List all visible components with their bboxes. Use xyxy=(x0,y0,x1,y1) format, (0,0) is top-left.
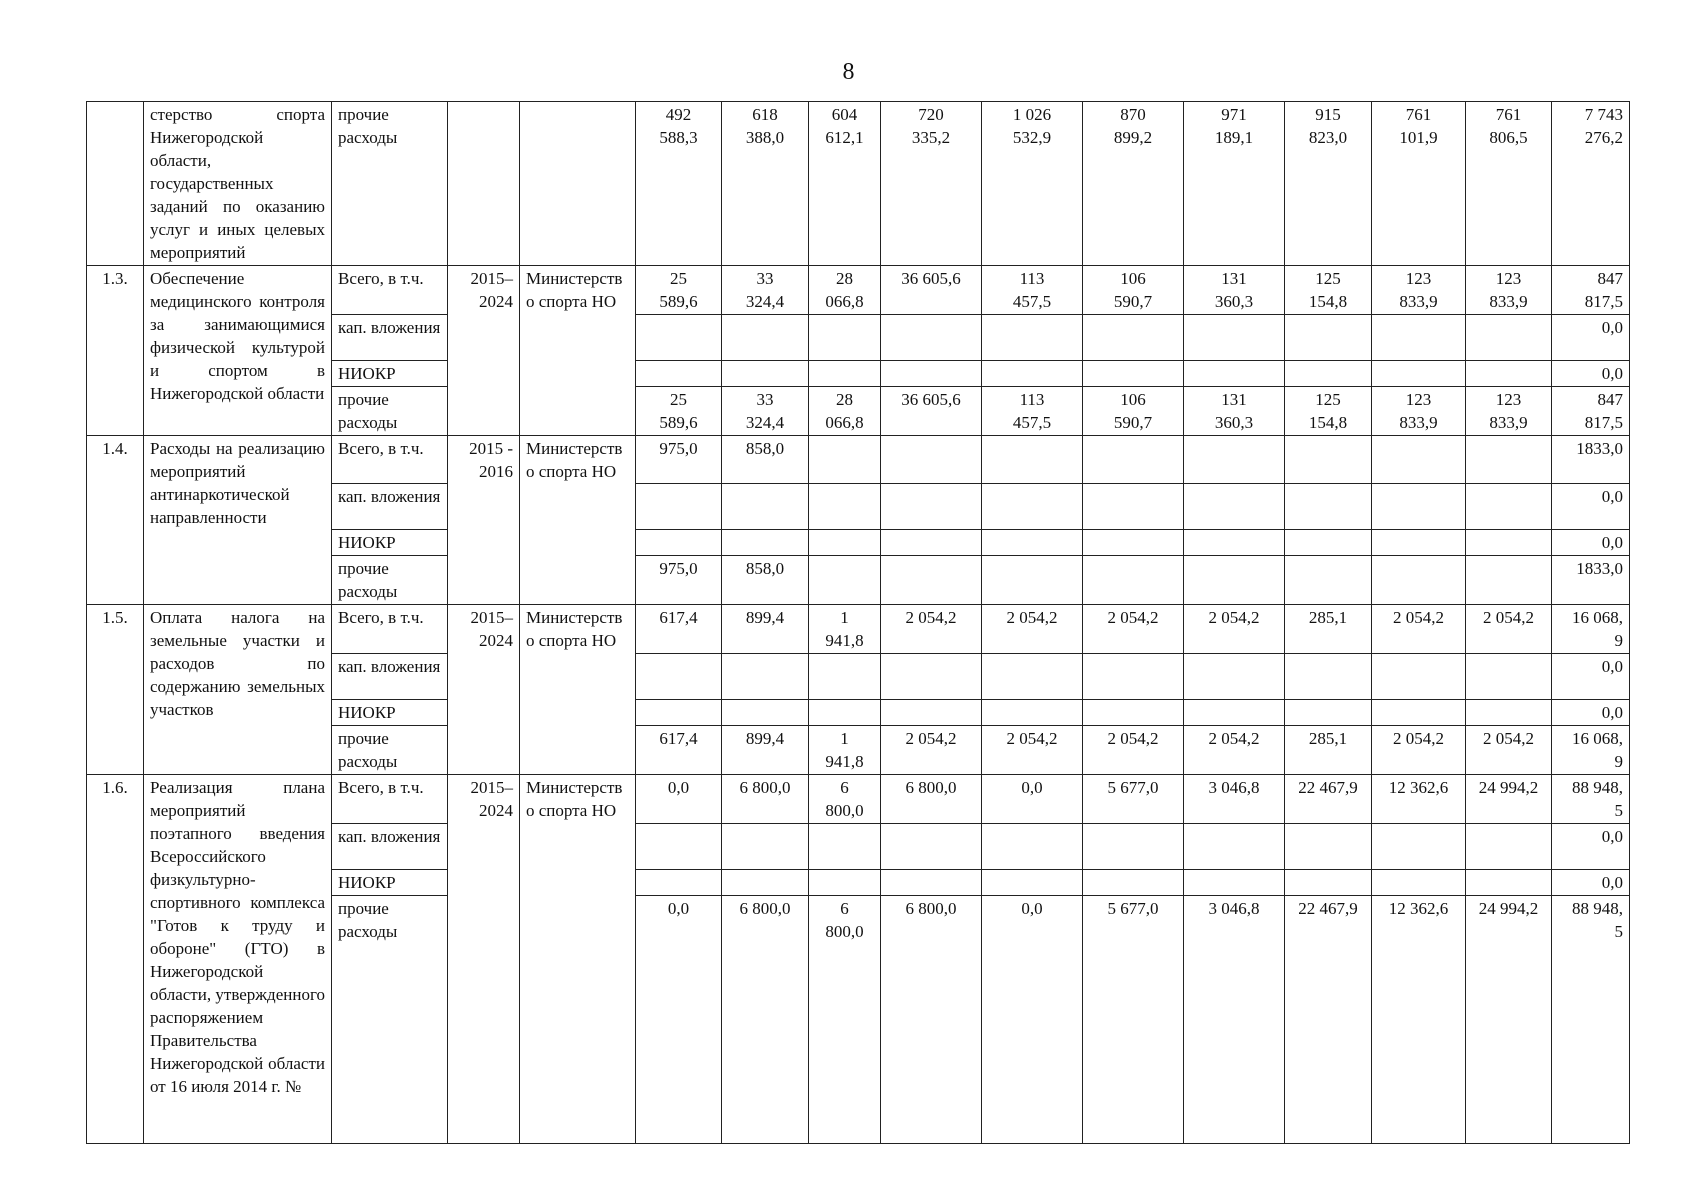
value-cell: 761 101,9 xyxy=(1372,102,1466,266)
item-name-cell: Обеспечение медицинского контроля за занимающимися физической культурой и спортом в Нижегородской области xyxy=(144,266,332,436)
value-cell xyxy=(1372,436,1466,484)
item-name-cell: Реализация плана мероприятий поэтапного введения Всероссийского физкультурно-спортивного комплекса "Готов к труду и обороне" (ГТО) в Нижегородской области, утвержденного распоряжением Правительства Нижегородской области от 16 июля 2014 г. № xyxy=(144,775,332,1144)
value-cell xyxy=(982,361,1083,387)
total-cell: 0,0 xyxy=(1552,484,1630,530)
value-cell xyxy=(1466,700,1552,726)
org-cell xyxy=(520,102,636,266)
table-row xyxy=(87,266,1630,315)
row-number-cell: 1.3. xyxy=(87,266,144,436)
value-cell: 492 588,3 xyxy=(636,102,722,266)
value-cell: 617,4 xyxy=(636,726,722,775)
value-cell xyxy=(722,700,809,726)
value-cell xyxy=(1184,361,1285,387)
value-cell xyxy=(1466,824,1552,870)
total-cell: 88 948, 5 xyxy=(1552,896,1630,1144)
expense-type-cell: Всего, в т.ч. xyxy=(332,775,448,824)
value-cell xyxy=(1184,700,1285,726)
table-row xyxy=(87,436,1630,484)
value-cell: 3 046,8 xyxy=(1184,896,1285,1144)
value-cell xyxy=(1466,654,1552,700)
value-cell xyxy=(1466,361,1552,387)
value-cell: 2 054,2 xyxy=(881,605,982,654)
total-cell: 7 743 276,2 xyxy=(1552,102,1630,266)
value-cell: 2 054,2 xyxy=(1372,605,1466,654)
value-cell: 1 941,8 xyxy=(809,605,881,654)
value-cell: 36 605,6 xyxy=(881,387,982,436)
expense-type-cell: Всего, в т.ч. xyxy=(332,605,448,654)
total-cell: 1833,0 xyxy=(1552,436,1630,484)
value-cell: 33 324,4 xyxy=(722,266,809,315)
value-cell xyxy=(636,700,722,726)
value-cell xyxy=(722,824,809,870)
value-cell: 604 612,1 xyxy=(809,102,881,266)
value-cell xyxy=(809,361,881,387)
value-cell xyxy=(881,700,982,726)
expense-type-cell: прочие расходы xyxy=(332,556,448,605)
value-cell: 617,4 xyxy=(636,605,722,654)
total-cell: 0,0 xyxy=(1552,824,1630,870)
value-cell: 899,4 xyxy=(722,726,809,775)
value-cell xyxy=(1285,654,1372,700)
value-cell xyxy=(636,870,722,896)
value-cell xyxy=(881,824,982,870)
value-cell xyxy=(1372,315,1466,361)
period-cell: 2015–2024 xyxy=(448,775,520,1144)
expense-type-cell: кап. вложения xyxy=(332,315,448,361)
value-cell xyxy=(636,361,722,387)
value-cell xyxy=(809,530,881,556)
value-cell: 106 590,7 xyxy=(1083,387,1184,436)
expense-type-cell: прочие расходы xyxy=(332,387,448,436)
org-cell: Министерство спорта НО xyxy=(520,775,636,1144)
org-cell: Министерство спорта НО xyxy=(520,605,636,775)
value-cell xyxy=(1372,556,1466,605)
value-cell xyxy=(1083,870,1184,896)
value-cell: 899,4 xyxy=(722,605,809,654)
value-cell: 12 362,6 xyxy=(1372,896,1466,1144)
value-cell xyxy=(636,654,722,700)
total-cell: 1833,0 xyxy=(1552,556,1630,605)
value-cell xyxy=(982,436,1083,484)
value-cell xyxy=(1184,315,1285,361)
value-cell: 131 360,3 xyxy=(1184,387,1285,436)
value-cell xyxy=(1285,484,1372,530)
value-cell xyxy=(809,700,881,726)
expense-type-cell: НИОКР xyxy=(332,361,448,387)
value-cell xyxy=(809,870,881,896)
value-cell xyxy=(1184,654,1285,700)
value-cell xyxy=(1372,530,1466,556)
value-cell xyxy=(881,556,982,605)
value-cell: 28 066,8 xyxy=(809,266,881,315)
value-cell xyxy=(1083,556,1184,605)
total-cell: 0,0 xyxy=(1552,315,1630,361)
value-cell: 6 800,0 xyxy=(722,775,809,824)
value-cell xyxy=(636,824,722,870)
value-cell xyxy=(722,484,809,530)
value-cell xyxy=(1083,484,1184,530)
value-cell: 123 833,9 xyxy=(1372,266,1466,315)
value-cell xyxy=(722,530,809,556)
value-cell xyxy=(1466,870,1552,896)
item-name-cell: Расходы на реализацию мероприятий антинаркотической направленности xyxy=(144,436,332,605)
value-cell xyxy=(809,654,881,700)
expense-type-cell: прочие расходы xyxy=(332,896,448,1144)
org-cell: Министерство спорта НО xyxy=(520,436,636,605)
expense-type-cell: Всего, в т.ч. xyxy=(332,436,448,484)
value-cell: 36 605,6 xyxy=(881,266,982,315)
value-cell: 123 833,9 xyxy=(1372,387,1466,436)
value-cell xyxy=(1466,556,1552,605)
table-row xyxy=(87,102,1630,266)
value-cell xyxy=(1083,700,1184,726)
value-cell xyxy=(636,484,722,530)
value-cell: 28 066,8 xyxy=(809,387,881,436)
value-cell xyxy=(809,824,881,870)
value-cell: 24 994,2 xyxy=(1466,775,1552,824)
value-cell xyxy=(982,870,1083,896)
value-cell xyxy=(1184,824,1285,870)
value-cell xyxy=(881,870,982,896)
value-cell: 2 054,2 xyxy=(1372,726,1466,775)
row-number-cell xyxy=(87,102,144,266)
value-cell: 12 362,6 xyxy=(1372,775,1466,824)
value-cell: 22 467,9 xyxy=(1285,775,1372,824)
value-cell: 131 360,3 xyxy=(1184,266,1285,315)
value-cell: 285,1 xyxy=(1285,605,1372,654)
total-cell: 88 948, 5 xyxy=(1552,775,1630,824)
value-cell: 870 899,2 xyxy=(1083,102,1184,266)
total-cell: 16 068, 9 xyxy=(1552,726,1630,775)
value-cell: 971 189,1 xyxy=(1184,102,1285,266)
value-cell xyxy=(1285,870,1372,896)
period-cell xyxy=(448,102,520,266)
value-cell: 3 046,8 xyxy=(1184,775,1285,824)
total-cell: 0,0 xyxy=(1552,870,1630,896)
value-cell xyxy=(1466,484,1552,530)
value-cell xyxy=(1083,436,1184,484)
value-cell xyxy=(982,556,1083,605)
value-cell: 24 994,2 xyxy=(1466,896,1552,1144)
expense-type-cell: прочие расходы xyxy=(332,102,448,266)
value-cell: 33 324,4 xyxy=(722,387,809,436)
value-cell: 22 467,9 xyxy=(1285,896,1372,1144)
value-cell: 25 589,6 xyxy=(636,266,722,315)
value-cell: 2 054,2 xyxy=(982,726,1083,775)
org-cell: Министерство спорта НО xyxy=(520,266,636,436)
total-cell: 0,0 xyxy=(1552,700,1630,726)
value-cell: 125 154,8 xyxy=(1285,266,1372,315)
value-cell: 858,0 xyxy=(722,436,809,484)
value-cell: 113 457,5 xyxy=(982,387,1083,436)
value-cell: 0,0 xyxy=(636,775,722,824)
value-cell: 25 589,6 xyxy=(636,387,722,436)
value-cell xyxy=(1466,436,1552,484)
period-cell: 2015–2024 xyxy=(448,266,520,436)
value-cell xyxy=(1083,654,1184,700)
value-cell xyxy=(1184,530,1285,556)
value-cell xyxy=(1285,361,1372,387)
value-cell xyxy=(982,700,1083,726)
value-cell: 113 457,5 xyxy=(982,266,1083,315)
value-cell: 858,0 xyxy=(722,556,809,605)
value-cell: 0,0 xyxy=(982,896,1083,1144)
value-cell xyxy=(881,436,982,484)
value-cell xyxy=(1466,530,1552,556)
expense-type-cell: прочие расходы xyxy=(332,726,448,775)
value-cell: 285,1 xyxy=(1285,726,1372,775)
value-cell xyxy=(722,361,809,387)
expense-type-cell: кап. вложения xyxy=(332,824,448,870)
value-cell xyxy=(1184,484,1285,530)
row-number-cell: 1.4. xyxy=(87,436,144,605)
value-cell xyxy=(1184,870,1285,896)
expense-type-cell: НИОКР xyxy=(332,870,448,896)
value-cell xyxy=(881,654,982,700)
value-cell xyxy=(1083,361,1184,387)
table-row xyxy=(87,605,1630,654)
value-cell xyxy=(1285,824,1372,870)
value-cell xyxy=(1372,654,1466,700)
value-cell xyxy=(1372,700,1466,726)
expense-type-cell: кап. вложения xyxy=(332,484,448,530)
value-cell: 2 054,2 xyxy=(1184,726,1285,775)
value-cell xyxy=(1083,824,1184,870)
value-cell xyxy=(881,361,982,387)
value-cell xyxy=(1372,484,1466,530)
value-cell xyxy=(1285,700,1372,726)
expense-type-cell: НИОКР xyxy=(332,700,448,726)
value-cell xyxy=(722,654,809,700)
value-cell xyxy=(1372,824,1466,870)
value-cell xyxy=(982,530,1083,556)
value-cell: 6 800,0 xyxy=(881,775,982,824)
value-cell xyxy=(982,654,1083,700)
value-cell: 125 154,8 xyxy=(1285,387,1372,436)
value-cell: 5 677,0 xyxy=(1083,896,1184,1144)
value-cell: 106 590,7 xyxy=(1083,266,1184,315)
value-cell xyxy=(1083,315,1184,361)
table-row xyxy=(87,775,1630,824)
expense-type-cell: НИОКР xyxy=(332,530,448,556)
value-cell: 915 823,0 xyxy=(1285,102,1372,266)
value-cell: 1 026 532,9 xyxy=(982,102,1083,266)
row-number-cell: 1.6. xyxy=(87,775,144,1144)
value-cell: 2 054,2 xyxy=(1083,726,1184,775)
value-cell xyxy=(982,824,1083,870)
value-cell: 5 677,0 xyxy=(1083,775,1184,824)
value-cell: 123 833,9 xyxy=(1466,266,1552,315)
value-cell xyxy=(722,315,809,361)
value-cell xyxy=(722,870,809,896)
value-cell: 123 833,9 xyxy=(1466,387,1552,436)
value-cell xyxy=(1184,556,1285,605)
row-number-cell: 1.5. xyxy=(87,605,144,775)
value-cell xyxy=(1083,530,1184,556)
value-cell: 2 054,2 xyxy=(1184,605,1285,654)
total-cell: 16 068, 9 xyxy=(1552,605,1630,654)
value-cell: 2 054,2 xyxy=(982,605,1083,654)
value-cell xyxy=(1285,556,1372,605)
value-cell xyxy=(1285,436,1372,484)
value-cell xyxy=(636,315,722,361)
total-cell: 0,0 xyxy=(1552,361,1630,387)
value-cell: 2 054,2 xyxy=(1083,605,1184,654)
total-cell: 847 817,5 xyxy=(1552,266,1630,315)
expense-type-cell: кап. вложения xyxy=(332,654,448,700)
value-cell: 761 806,5 xyxy=(1466,102,1552,266)
value-cell: 975,0 xyxy=(636,556,722,605)
budget-table xyxy=(86,101,1630,1144)
value-cell xyxy=(881,484,982,530)
value-cell: 2 054,2 xyxy=(1466,726,1552,775)
value-cell xyxy=(809,436,881,484)
value-cell xyxy=(809,556,881,605)
value-cell xyxy=(982,315,1083,361)
value-cell: 720 335,2 xyxy=(881,102,982,266)
value-cell xyxy=(809,484,881,530)
value-cell: 975,0 xyxy=(636,436,722,484)
period-cell: 2015 - 2016 xyxy=(448,436,520,605)
value-cell: 6 800,0 xyxy=(881,896,982,1144)
item-name-cell: Оплата налога на земельные участки и расходов по содержанию земельных участков xyxy=(144,605,332,775)
value-cell xyxy=(1466,315,1552,361)
value-cell xyxy=(1372,870,1466,896)
value-cell xyxy=(1184,436,1285,484)
value-cell: 6 800,0 xyxy=(809,775,881,824)
page-number: 8 xyxy=(842,59,855,85)
value-cell: 0,0 xyxy=(636,896,722,1144)
value-cell: 618 388,0 xyxy=(722,102,809,266)
value-cell xyxy=(881,315,982,361)
item-name-cell: стерство спорта Нижегородской области, государственных заданий по оказанию услуг и иных целевых мероприятий xyxy=(144,102,332,266)
value-cell: 6 800,0 xyxy=(809,896,881,1144)
value-cell: 1 941,8 xyxy=(809,726,881,775)
value-cell xyxy=(1285,315,1372,361)
total-cell: 847 817,5 xyxy=(1552,387,1630,436)
value-cell: 2 054,2 xyxy=(881,726,982,775)
value-cell xyxy=(881,530,982,556)
value-cell xyxy=(982,484,1083,530)
period-cell: 2015–2024 xyxy=(448,605,520,775)
total-cell: 0,0 xyxy=(1552,654,1630,700)
value-cell: 0,0 xyxy=(982,775,1083,824)
value-cell xyxy=(636,530,722,556)
value-cell xyxy=(809,315,881,361)
value-cell: 2 054,2 xyxy=(1466,605,1552,654)
expense-type-cell: Всего, в т.ч. xyxy=(332,266,448,315)
value-cell xyxy=(1372,361,1466,387)
value-cell xyxy=(1285,530,1372,556)
total-cell: 0,0 xyxy=(1552,530,1630,556)
value-cell: 6 800,0 xyxy=(722,896,809,1144)
